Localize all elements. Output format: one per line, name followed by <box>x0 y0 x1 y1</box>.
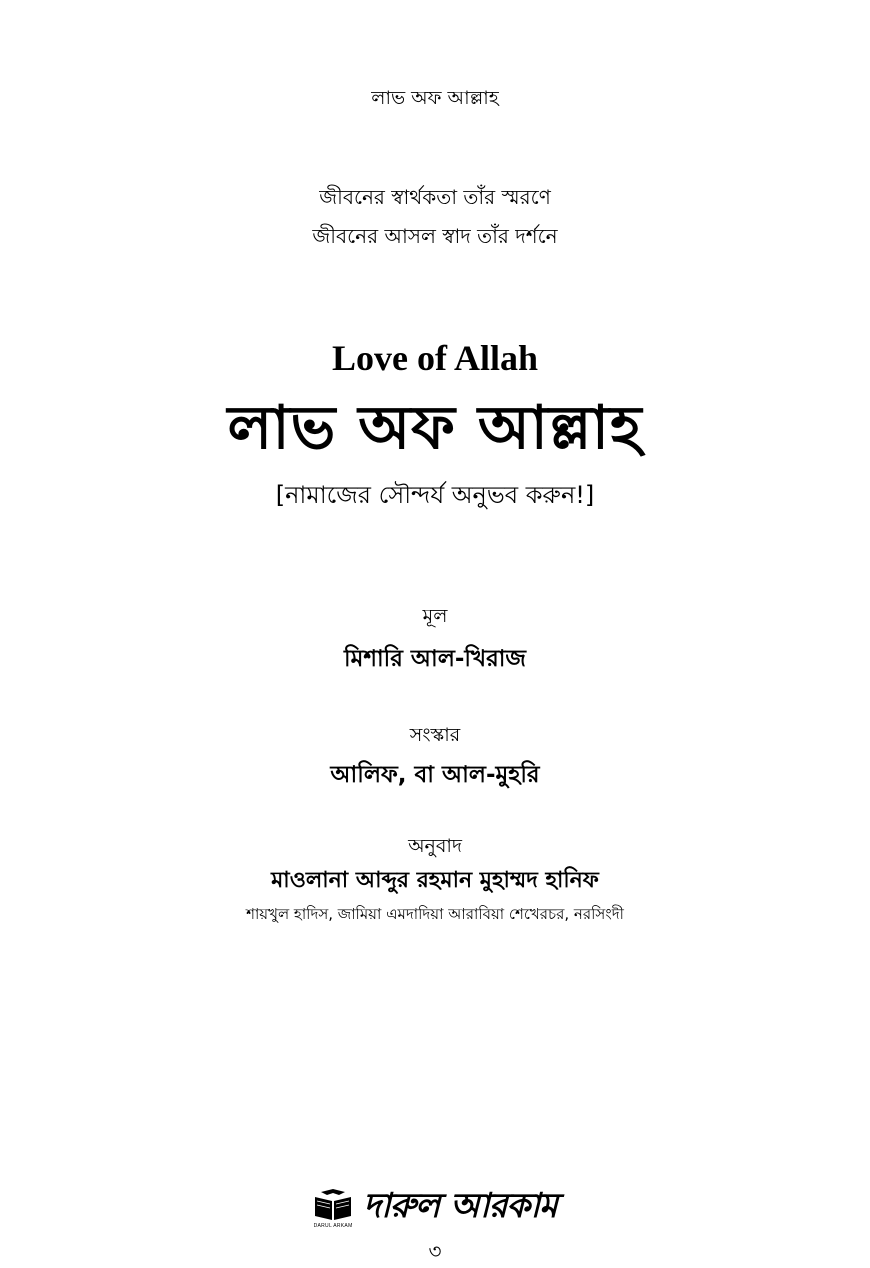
translation-label: অনুবাদ <box>408 835 462 857</box>
publisher-block <box>0 1180 870 1237</box>
english-title: Love of Allah <box>331 338 538 378</box>
page-number: ৩ <box>428 1239 442 1263</box>
tagline-line-2: জীবনের আসল স্বাদ তাঁর দর্শনে <box>312 224 558 248</box>
publisher-name: দারুল আরকাম <box>363 1186 557 1226</box>
publisher-logo-caption: DARUL ARKAM <box>313 1223 353 1229</box>
open-book-icon <box>313 1188 353 1222</box>
subtitle: [নামাজের সৌন্দর্য অনুভব করুন!] <box>275 481 595 509</box>
bengali-title: লাভ অফ আল্লাহ <box>227 393 643 463</box>
publisher-logo <box>313 1188 353 1229</box>
original-label: মূল <box>422 605 448 627</box>
edition-label: সংস্কার <box>409 724 461 746</box>
running-header: লাভ অফ আল্লাহ <box>371 87 499 109</box>
tagline-line-1: জীবনের স্বার্থকতা তাঁর স্মরণে <box>319 185 551 209</box>
original-author: মিশারি আল-খিরাজ <box>344 646 526 672</box>
editor-name: আলিফ, বা আল-মুহরি <box>330 762 540 788</box>
translator-name: মাওলানা আব্দুর রহমান মুহাম্মদ হানিফ <box>271 868 599 893</box>
translator-affiliation: শায়খুল হাদিস, জামিয়া এমদাদিয়া আরাবিয়া শেখেরচর, নরসিংদী <box>246 905 624 923</box>
